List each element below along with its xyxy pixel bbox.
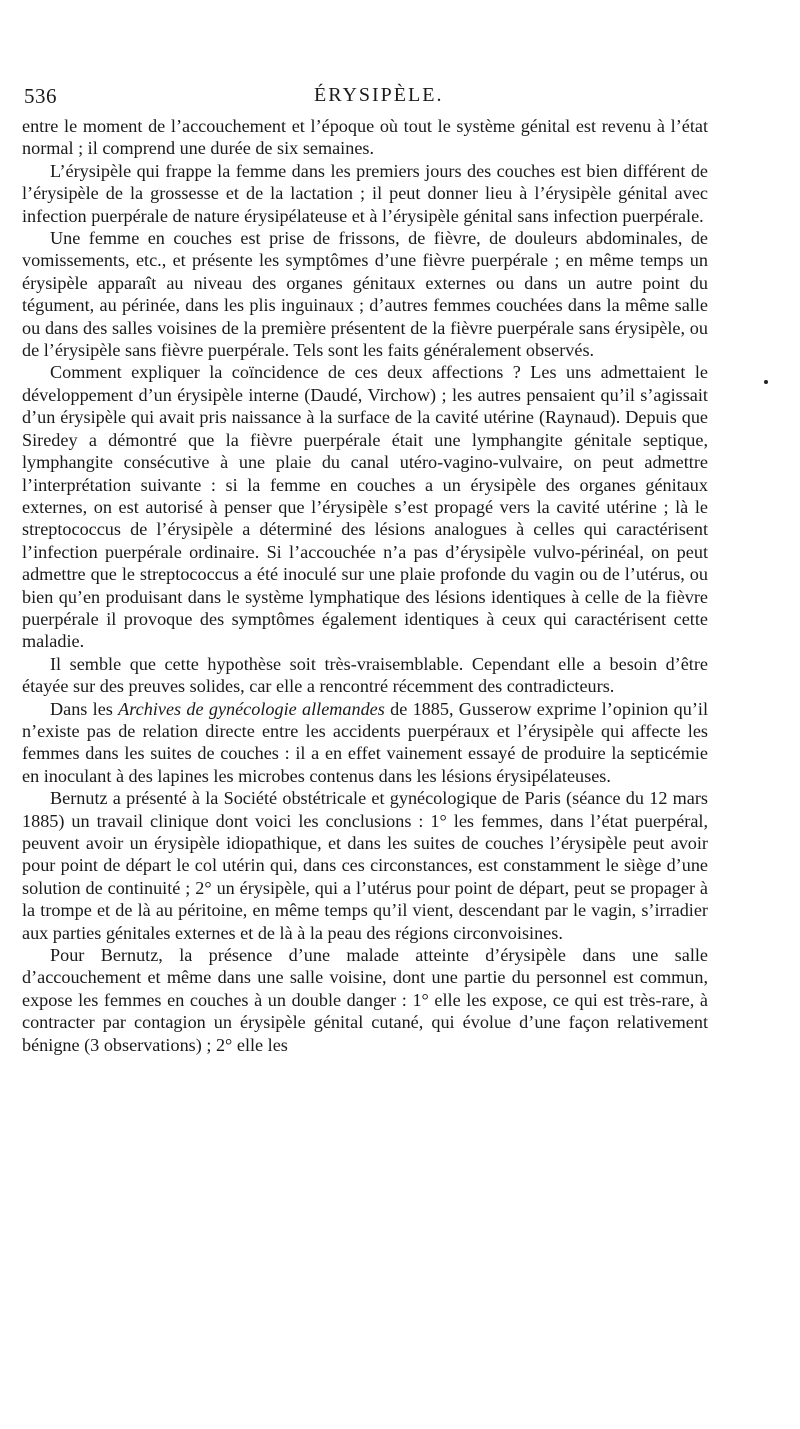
paragraph-lead: Dans les (50, 698, 119, 719)
paragraph: Il semble que cette hypothèse soit très-vraisemblable. Cependant elle a besoin d’être étayée sur des preuves solides, car elle a rencontré récemment des contradicteurs. (22, 653, 708, 697)
page-number: 536 (24, 84, 57, 108)
margin-dot (764, 380, 768, 384)
running-title: ÉRYSIPÈLE. (314, 84, 444, 106)
journal-title: Archives de gynécologie allemandes (118, 698, 385, 719)
paragraph: L’érysipèle qui frappe la femme dans les premiers jours des couches est bien différent de l’érysipèle de la grossesse et de la lactation ; il peut donner lieu à l’érysipèle génital avec infection puerpérale de nature érysipélateuse et à l’érysipèle génital sans infection puerpérale. (22, 160, 708, 226)
paragraph-body: de 1885, Gusserow exprime l’opinion qu’il n’existe pas de relation directe entre les accidents puerpéraux et l’érysipèle qui affecte les femmes dans les suites de couches : il a en effet vainement essayé de produire la septicémie en inoculant à des lapines les microbes contenus dans les lésions érysipélateuses. (22, 698, 709, 786)
paragraph: Pour Bernutz, la présence d’une malade atteinte d’érysipèle dans une salle d’accouchement et même dans une salle voisine, dont une partie du personnel est commun, expose les femmes en couches à un double danger : 1° elle les expose, ce qui est très-rare, à contracter par contagion un érysipèle génital cutané, qui évolue d’une façon relativement bénigne (3 observations) ; 2° elle les (22, 945, 708, 1055)
paragraph: Bernutz a présenté à la Société obstétricale et gynécologique de Paris (séance du 12 mars 1885) un travail clinique dont voici les conclusions : 1° les femmes, dans l’état puerpéral, peuvent avoir un érysipèle idiopathique, et dans les suites de couches l’érysipèle peut avoir pour point de départ le col utérin qui, dans ces circonstances, est constamment le siège d’une solution de continuité ; 2° un érysipèle, qui a l’utérus pour point de départ, peut se propager à la trompe et de là au péritoine, en même temps qu’il vient, descendant par le vagin, s’irradier aux parties génitales externes et de là à la peau des régions circonvoisines. (22, 788, 708, 943)
paragraph-continuation: entre le moment de l’accouchement et l’époque où tout le système génital est revenu à l’état normal ; il comprend une durée de six semaines. (22, 116, 708, 159)
body-text (22, 115, 708, 1056)
paragraph-gusserow (22, 698, 708, 788)
running-head (24, 84, 714, 110)
paragraph: Comment expliquer la coïncidence de ces deux affections ? Les uns admettaient le développement d’un érysipèle interne (Daudé, Virchow) ; les autres pensaient qu’il s’agissait d’un érysipèle qui avait pris naissance à la surface de la cavité utérine (Raynaud). Depuis que Siredey a démontré que la fièvre puerpérale était une lymphangite génitale septique, lymphangite consécutive à une plaie du canal utéro-vagino-vulvaire, on peut admettre l’interprétation suivante : si la femme en couches a un érysipèle des organes génitaux externes, on est autorisé à penser que l’érysipèle s’est propagé vers la cavité utérine ; là le streptococcus de l’érysipèle a déterminé des lésions analogues à celles qui caractérisent l’infection puerpérale ordinaire. Si l’accouchée n’a pas d’érysipèle vulvo-périnéal, on peut admettre que le streptococcus a été inoculé sur une plaie profonde du vagin ou de l’utérus, ou bien qu’en produisant dans le système lymphatique des lésions identiques à celle de la fièvre puerpérale il provoque des symptômes également identiques à ceux qui caractérisent cette maladie. (22, 362, 708, 652)
paragraph: Une femme en couches est prise de frissons, de fièvre, de douleurs abdominales, de vomissements, etc., et présente les symptômes d’une fièvre puerpérale ; en même temps un érysipèle apparaît au niveau des organes génitaux externes ou dans un autre point du tégument, au périnée, dans les plis inguinaux ; d’autres femmes couchées dans la même salle ou dans des salles voisines de la première présentent de la fièvre puerpérale sans érysipèle, ou de l’érysipèle sans fièvre puerpérale. Tels sont les faits généralement observés. (22, 228, 708, 361)
